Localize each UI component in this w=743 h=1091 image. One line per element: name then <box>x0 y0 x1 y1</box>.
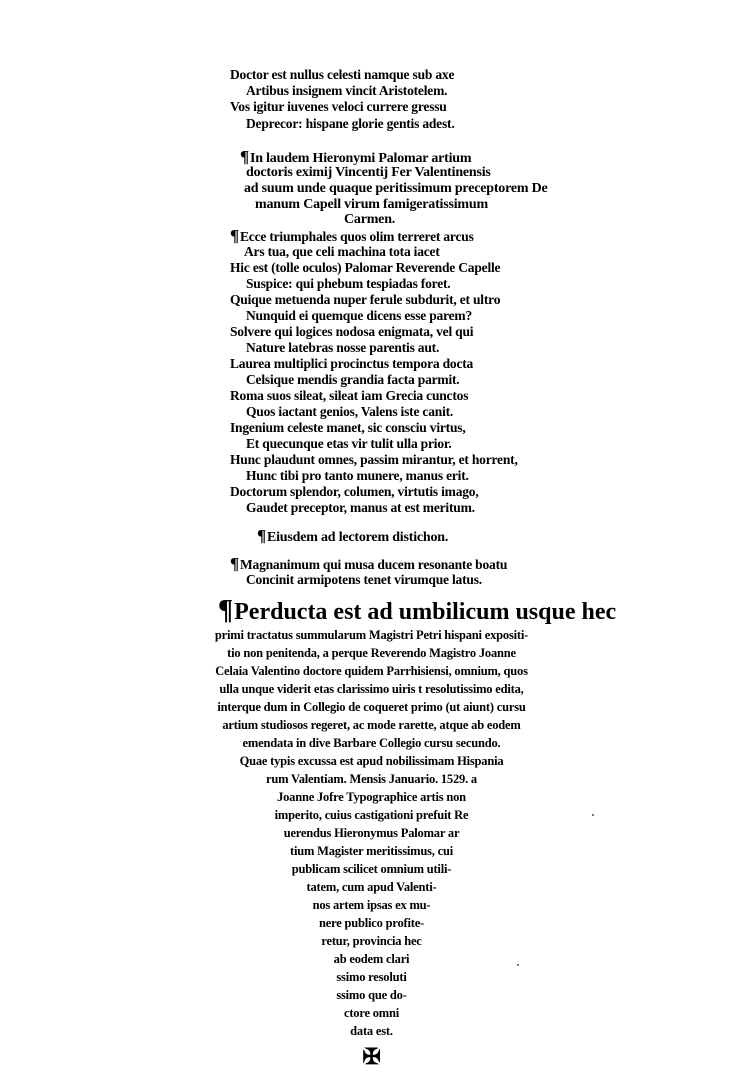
pilcrow-mark: ¶ <box>240 147 249 166</box>
colophon-line: tio non penitenda, a perque Reverendo Magistro Joanne <box>227 646 516 660</box>
colophon-line: ulla unque viderit etas clarissimo uiris t resolutissimo edita, <box>219 682 524 696</box>
verse-line: Vos igitur iuvenes veloci currere gressu <box>230 99 447 114</box>
heading-line: ¶In laudem Hieronymi Palomar artium <box>240 147 472 166</box>
colophon-line: nos artem ipsas ex mu- <box>312 898 431 912</box>
colophon-line: emendata in dive Barbare Collegio cursu secundo. <box>242 736 501 750</box>
verse-line: Nature latebras nosse parentis aut. <box>246 340 440 355</box>
heading-line: doctoris eximij Vincentij Fer Valentinensis <box>246 165 491 180</box>
verse-line: Hic est (tolle oculos) Palomar Reverende Capelle <box>230 260 501 275</box>
pilcrow-mark: ¶ <box>218 595 234 626</box>
pilcrow-mark: ¶ <box>230 226 239 245</box>
colophon-line: publicam scilicet omnium utili- <box>291 862 452 876</box>
verse-line: Doctor est nullus celesti namque sub axe <box>230 67 455 82</box>
verse-line: Et quecunque etas vir tulit ulla prior. <box>246 436 452 451</box>
colophon-line: ctore omni <box>343 1006 400 1020</box>
colophon-title: ¶Perducta est ad umbilicum usque hec <box>218 595 617 626</box>
pilcrow-mark: ¶ <box>230 554 239 573</box>
verse-line: Doctorum splendor, columen, virtutis imago, <box>230 484 479 499</box>
colophon-line: ssimo que do- <box>336 988 407 1002</box>
colophon-line: nere publico profite- <box>318 916 425 930</box>
colophon-line: ssimo resoluti <box>336 970 407 984</box>
verse-line: Hunc tibi pro tanto munere, manus erit. <box>246 468 469 483</box>
cross-fleuron-icon: ✠ <box>362 1044 381 1069</box>
colophon-line: Celaia Valentino doctore quidem Parrhisiensi, omnium, quos <box>215 664 528 678</box>
heading-line: ad suum unde quaque peritissimum preceptorem De <box>244 181 548 196</box>
verse-line: Hunc plaudunt omnes, passim mirantur, et horrent, <box>230 452 518 467</box>
colophon-line: Quae typis excussa est apud nobilissimam Hispania <box>239 754 504 768</box>
print-speck <box>517 964 519 966</box>
verse-line: Quos iactant genios, Valens iste canit. <box>246 404 454 419</box>
verse-line: Concinit armipotens tenet virumque latus. <box>246 572 482 587</box>
colophon-line: artium studiosos regeret, ac mode rarette, atque ab eodem <box>222 718 521 732</box>
verse-line: Ars tua, que celi machina tota iacet <box>244 244 440 259</box>
colophon-line: uerendus Hieronymus Palomar ar <box>283 826 460 840</box>
colophon-line: Joanne Jofre Typographice artis non <box>277 790 466 804</box>
heading-line: Carmen. <box>344 212 396 227</box>
distich-heading: ¶Eiusdem ad lectorem distichon. <box>257 526 449 545</box>
verse-line: Roma suos sileat, sileat iam Grecia cunctos <box>230 388 469 403</box>
verse-line: Suspice: qui phebum tespiadas foret. <box>246 276 451 291</box>
verse-line: Deprecor: hispane glorie gentis adest. <box>246 116 455 131</box>
heading-line: manum Capell virum famigeratissimum <box>255 197 488 212</box>
colophon-line: tium Magister meritissimus, cui <box>290 844 453 858</box>
colophon-line: primi tractatus summularum Magistri Petri hispani expositi- <box>214 628 529 642</box>
verse-line: Laurea multiplici procinctus tempora docta <box>230 356 474 371</box>
colophon-line: rum Valentiam. Mensis Januario. 1529. a <box>266 772 477 786</box>
colophon-line: retur, provincia hec <box>321 934 422 948</box>
colophon-line: tatem, cum apud Valenti- <box>306 880 437 894</box>
colophon-line: imperito, cuius castigationi prefuit Re <box>274 808 469 822</box>
verse-line: Artibus insignem vincit Aristotelem. <box>246 83 448 98</box>
verse-line: Nunquid ei quemque dicens esse parem? <box>246 308 473 323</box>
verse-line: Celsique mendis grandia facta parmit. <box>246 372 460 387</box>
pilcrow-mark: ¶ <box>257 526 266 545</box>
colophon-line: interque dum in Collegio de coqueret primo (ut aiunt) cursu <box>217 700 526 714</box>
verse-line: ¶Ecce triumphales quos olim terreret arcus <box>230 226 474 245</box>
colophon-line: data est. <box>350 1024 393 1038</box>
verse-line: Solvere qui logices nodosa enigmata, vel qui <box>230 324 474 339</box>
colophon-line: ab eodem clari <box>333 952 410 966</box>
verse-line: ¶Magnanimum qui musa ducem resonante boatu <box>230 554 508 573</box>
verse-line: Gaudet preceptor, manus at est meritum. <box>246 500 475 515</box>
verse-line: Quique metuenda nuper ferule subdurit, et ultro <box>230 292 501 307</box>
verse-line: Ingenium celeste manet, sic consciu virtus, <box>230 420 466 435</box>
print-speck <box>592 814 594 816</box>
